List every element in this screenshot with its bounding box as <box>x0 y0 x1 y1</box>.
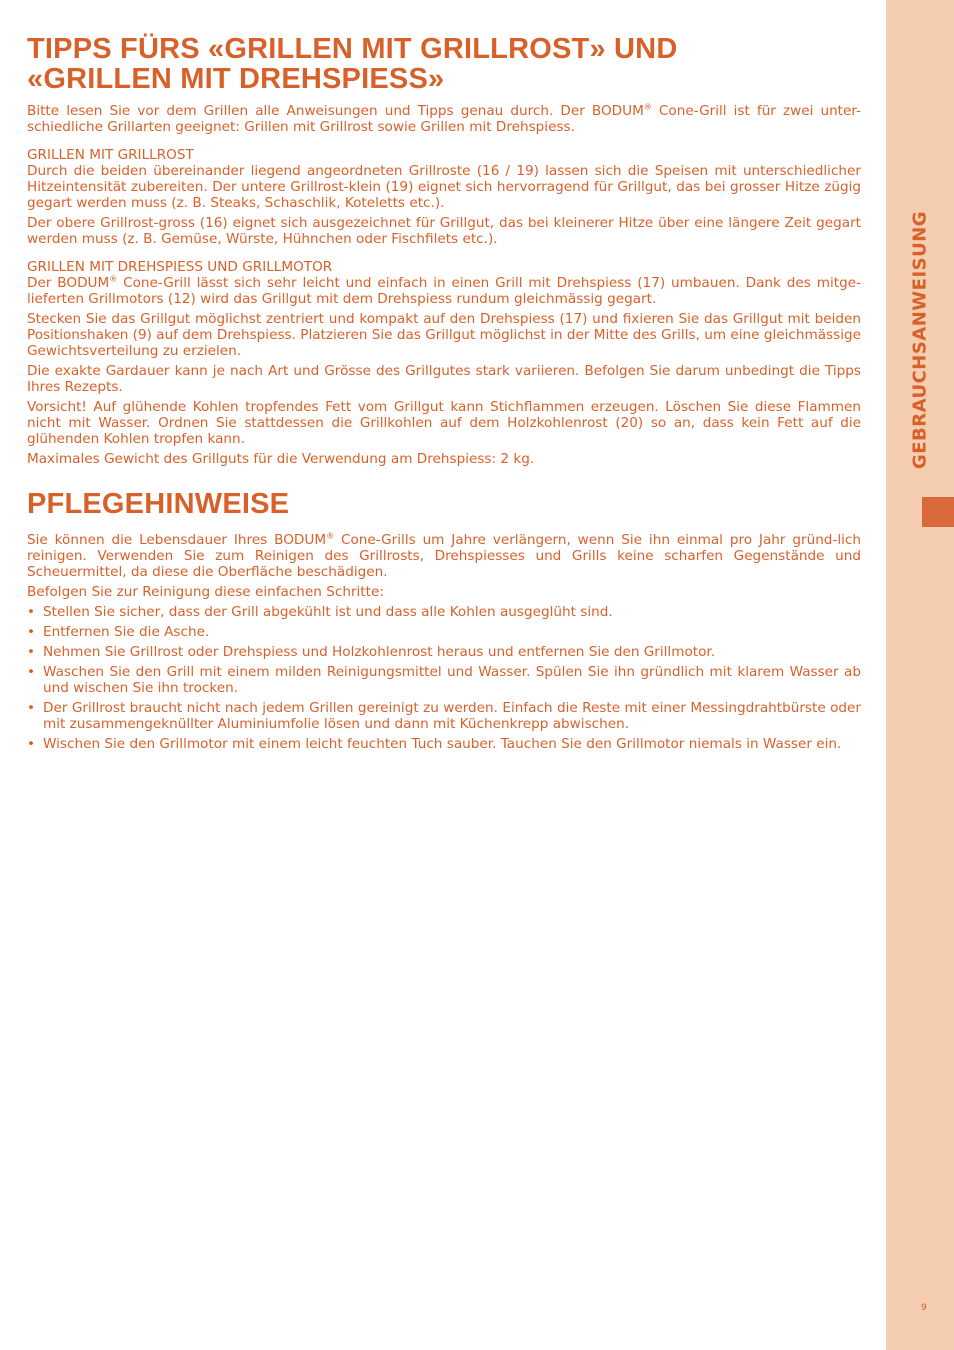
drehspiess-p1-end: Cone-Grill lässt sich sehr leicht und einfach in einen Grill mit Drehspiess (17) umbauen. Dank des mitge-lieferten Grillmotors (12) wird das Grillgut mit dem Drehspiess rundum gleichmässig gegart. <box>27 275 861 307</box>
bullet-icon: • <box>27 604 36 620</box>
section1-intro <box>27 103 861 135</box>
section1-intro-end: Cone-Grill ist für zwei unter-schiedliche Grillarten geeignet: Grillen mit Grillrost sowie Grillen mit Drehspiess. <box>27 103 861 135</box>
drehspiess-paragraph-2: Stecken Sie das Grillgut möglichst zentriert und kompakt auf den Drehspiess (17) und fixieren Sie das Grillgut mit beiden Positionshaken (9) auf dem Drehspiess. Platzieren Sie das Grillgut möglichst in der Mitte des Grills, um eine gleichmässige Gewichtsverteilung zu erzielen. <box>27 311 861 359</box>
drehspiess-p1-start: Der BODUM <box>27 275 110 291</box>
list-item-text: Stellen Sie sicher, dass der Grill abgekühlt ist und dass alle Kohlen ausgeglüht sind. <box>43 604 613 620</box>
registered-mark: ® <box>326 531 335 541</box>
list-item <box>27 644 861 660</box>
section1-title-line2: «GRILLEN MIT DREHSPIESS» <box>27 63 445 95</box>
list-item-text: Nehmen Sie Grillrost oder Drehspiess und Holzkohlenrost heraus und entfernen Sie den Grillmotor. <box>43 644 716 660</box>
sidebar-section-label: GEBRAUCHSANWEISUNG <box>909 210 931 470</box>
bullet-icon: • <box>27 736 36 752</box>
grillrost-paragraph-1: Durch die beiden übereinander liegend angeordneten Grillroste (16 / 19) lassen sich die Speisen mit unterschiedlicher Hitzeintensität zubereiten. Der untere Grillrost-klein (19) eignet sich hervorragend für Grillgut, das bei grosser Hitze zügig gegart werden muss (z. B. Steaks, Schaschlik, Koteletts etc.). <box>27 163 861 211</box>
section2-intro <box>27 532 861 580</box>
list-item <box>27 664 861 696</box>
section1-title <box>27 34 861 94</box>
bullet-icon: • <box>27 700 36 716</box>
section2-intro-end: Cone-Grills um Jahre verlängern, wenn Sie ihn einmal pro Jahr gründ-lich reinigen. Verwenden Sie zum Reinigen des Grillrosts, Drehspiesses und Grills keine scharfen Gegenstände und Scheuermittel, da diese die Oberfläche beschädigen. <box>27 532 861 580</box>
list-item-text: Wischen Sie den Grillmotor mit einem leicht feuchten Tuch sauber. Tauchen Sie den Grillmotor niemals in Wasser ein. <box>43 736 842 752</box>
sidebar-tab-marker <box>922 497 954 527</box>
sidebar-band <box>886 0 954 1350</box>
grillrost-paragraph-2: Der obere Grillrost-gross (16) eignet sich ausgezeichnet für Grillgut, das bei kleinerer Hitze über eine längere Zeit gegart werden muss (z. B. Gemüse, Würste, Hühnchen oder Fischfilets etc.). <box>27 215 861 247</box>
bullet-icon: • <box>27 664 36 680</box>
grillrost-heading: GRILLEN MIT GRILLROST <box>27 147 194 163</box>
registered-mark: ® <box>109 274 118 284</box>
bullet-icon: • <box>27 644 36 660</box>
page-number: 9 <box>921 1303 927 1313</box>
drehspiess-paragraph-1 <box>27 275 861 307</box>
list-item <box>27 736 861 752</box>
section1-title-line1: TIPPS FÜRS «GRILLEN MIT GRILLROST» UND <box>27 33 678 65</box>
section2-intro-start: Sie können die Lebensdauer Ihres BODUM <box>27 532 327 548</box>
section2-title: PFLEGEHINWEISE <box>27 488 290 520</box>
list-item-text: Der Grillrost braucht nicht nach jedem Grillen gereinigt zu werden. Einfach die Reste mit einer Messingdrahtbürste oder mit zusammengeknüllter Aluminiumfolie lösen und dann mit Küchenkrepp abwischen. <box>43 700 861 732</box>
list-item-text: Waschen Sie den Grill mit einem milden Reinigungsmittel und Wasser. Spülen Sie ihn gründlich mit klarem Wasser ab und wischen Sie ihn trocken. <box>43 664 861 696</box>
page-content <box>27 34 861 756</box>
max-weight-note: Maximales Gewicht des Grillguts für die Verwendung am Drehspiess: 2 kg. <box>27 451 535 467</box>
cleaning-steps-list <box>27 604 861 752</box>
drehspiess-heading: GRILLEN MIT DREHSPIESS UND GRILLMOTOR <box>27 259 333 275</box>
list-item <box>27 700 861 732</box>
list-item-text: Entfernen Sie die Asche. <box>43 624 210 640</box>
drehspiess-paragraph-3: Die exakte Gardauer kann je nach Art und Grösse des Grillgutes stark variieren. Befolgen Sie darum unbedingt die Tipps Ihres Rezepts. <box>27 363 861 395</box>
drehspiess-warning: Vorsicht! Auf glühende Kohlen tropfendes Fett vom Grillgut kann Stichflammen erzeugen. Löschen Sie diese Flammen nicht mit Wasser. Ordnen Sie stattdessen die Grillkohlen auf dem Holzkohlenrost (20) so an, dass kein Fett auf die glühenden Kohlen tropfen kann. <box>27 399 861 447</box>
registered-mark: ® <box>643 102 652 112</box>
list-item <box>27 604 861 620</box>
section1-intro-start: Bitte lesen Sie vor dem Grillen alle Anweisungen und Tipps genau durch. Der BODUM <box>27 103 644 119</box>
steps-intro: Befolgen Sie zur Reinigung diese einfachen Schritte: <box>27 584 384 600</box>
list-item <box>27 624 861 640</box>
bullet-icon: • <box>27 624 36 640</box>
